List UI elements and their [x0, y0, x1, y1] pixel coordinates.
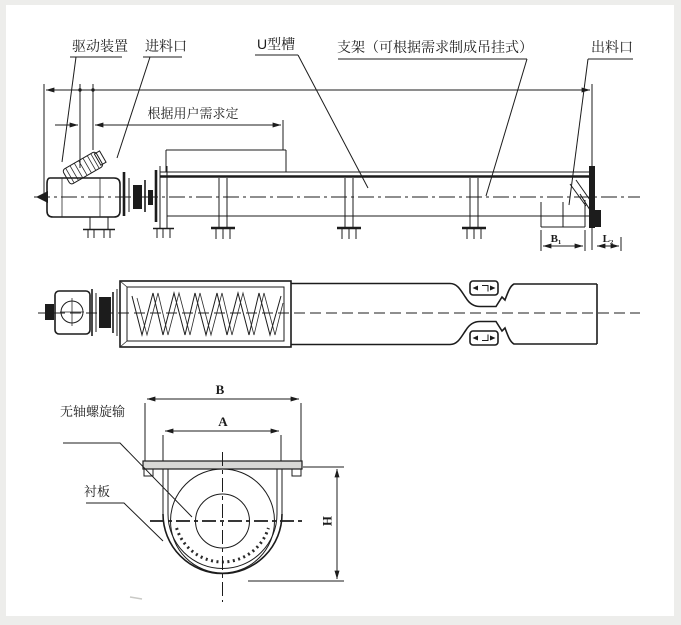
- support-bracket-label: 支架（可根据需求制成吊挂式）: [337, 39, 533, 55]
- b-label: B: [215, 382, 225, 397]
- user-requirement-label: 根据用户需求定: [147, 106, 239, 121]
- feed-inlet-label: 进料口: [145, 38, 187, 54]
- end-plate-bar: [589, 166, 595, 228]
- discharge-outlet-label: 出料口: [591, 39, 633, 55]
- drive-device-label: 驱动装置: [72, 38, 128, 54]
- u-trough-label: U型槽: [257, 36, 296, 52]
- liner-plate-label: 衬板: [84, 484, 111, 499]
- l2-label: L₂: [602, 233, 614, 245]
- h-label: H: [320, 515, 335, 527]
- b1-label: B₁: [550, 233, 562, 245]
- coupling-top: [99, 297, 111, 328]
- shaftless-screw-label: 无轴螺旋输: [60, 404, 126, 419]
- end-bearing: [595, 210, 601, 227]
- dimension-tick: [91, 88, 94, 91]
- a-label: A: [218, 414, 228, 429]
- shaft-stub: [45, 304, 54, 320]
- dimension-tick: [78, 88, 81, 91]
